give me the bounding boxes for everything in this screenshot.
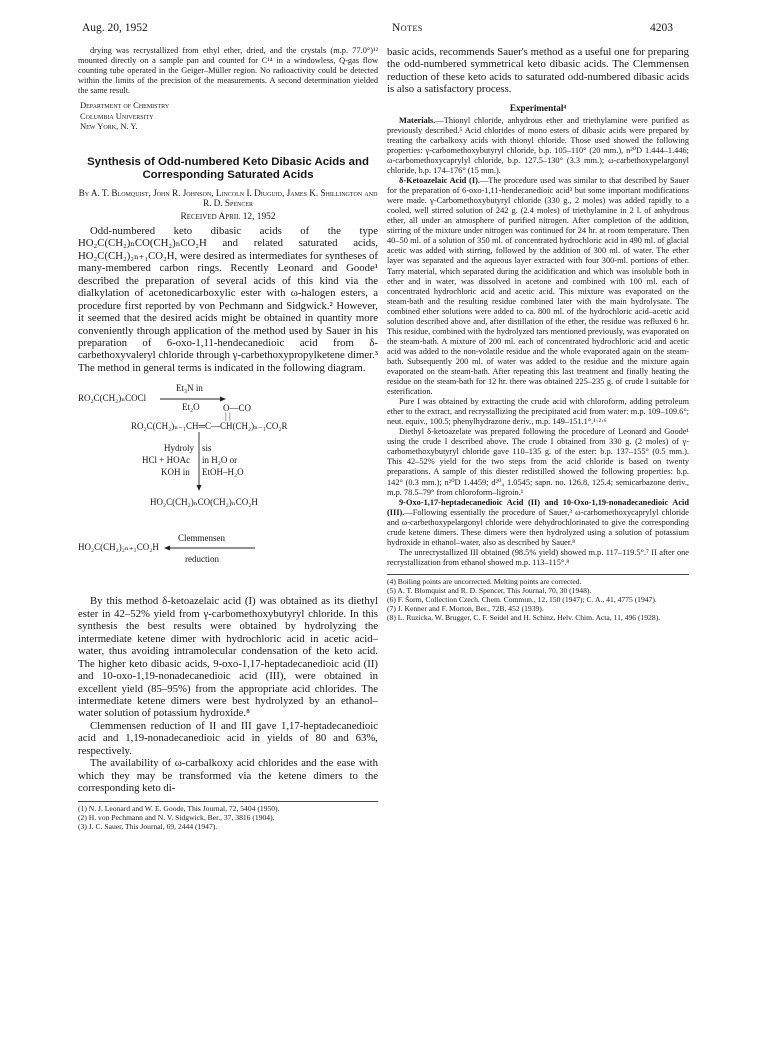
section-heading: Experimental⁴ [509,102,567,113]
received-date: Received April 12, 1952 [180,211,276,222]
hydrolysis-label: KOH in [161,467,190,478]
ring-bonds: | | [225,411,231,422]
reagent-label: Et₂O [182,402,200,413]
reaction-diagram [78,377,378,590]
body-paragraph [387,116,689,176]
paragraph-text: —Following essentially the procedure of Sauer,³ ω-carbomethoxycaprylyl chloride and ω-carbethoxypelargonyl chloride were dehydrochlorinated to give the corresponding crude ketene dimers. These dimers were then hydrolyzed using a solution of potassium hydroxide in ethanol–water, also as described by Sauer.⁸ [387,507,689,547]
hydrolysis-label: HCl + HOAc [142,455,191,466]
paragraph-text: —Thionyl chloride, anhydrous ether and triethylamine were purified as previously described.⁵ Acid chlorides of mono esters of dibasic acids were prepared by treating the carbalkoxy acids with thionyl chloride. Those used showed the following properties: γ-carbomethoxybutyryl chloride, b.p. 105–110° (20 mm.), n²⁰D 1.444–1.446; ω-carbomethoxycaprylyl chloride, b.p. 127.5–130° (3.3 mm.); ω-carbethoxypelargonyl chloride, b.p. 174–176° (15 mm.). [387,115,689,176]
body-paragraph: The availability of ω-carbalkoxy acid chlorides and the ease with which they may be transformed via the ketene dimers to the corresponding keto di- [78,757,378,795]
body-paragraph [387,498,689,548]
run-in-heading: Materials. [399,115,436,125]
arrowhead [220,397,226,402]
reagent-label: Et₃N in [176,383,203,394]
article-title: Synthesis of Odd-numbered Keto Dibasic Acids and Corresponding Saturated Acids [87,155,369,182]
article-authors: By A. T. Blomquist, John R. Johnson, Lincoln I. Diuguid, James K. Shillington and R. D. Spencer [78,187,378,209]
run-in-heading: δ-Ketoazelaic Acid (I). [399,176,480,186]
ring-label: O—CO [223,403,252,414]
keto-acid-formula: HO₂C(CH₂)ₙCO(CH₂)ₙCO₂H [150,497,258,508]
footnote: (7) J. Kenner and F. Morton, Ber., 72B, 452 (1939). [387,604,544,614]
footnote-divider [387,574,689,575]
affiliation [80,100,378,132]
footnote: (1) N. J. Leonard and W. E. Goode, This Journal, 72, 5404 (1950). [78,803,280,813]
footnote: (6) F. Šorm, Collection Czech. Chem. Commun., 12, 150 (1947); C. A., 41, 4775 (1947). [387,595,657,605]
arrowhead [197,485,202,491]
body-paragraph [387,176,689,397]
hydrolysis-label: Hydroly [164,443,194,454]
left-column [78,46,378,831]
hydrolysis-label: in H₂O or [202,455,238,466]
reagent-label: Clemmensen [178,533,225,544]
body-paragraph: The unrecrystallized III obtained (98.5% yield) showed m.p. 117–119.5°.⁷ II after one recrystallization from ethanol showed m.p. 113–115°.⁸ [387,547,689,567]
body-paragraph: basic acids, recommends Sauer's method as a useful one for preparing the odd-numbered symmetrical keto dibasic acids. The Clemmensen reduction of these keto acids to saturated odd-numbered dibasic acids is also a satisfactory process. [387,46,689,96]
footnote: (5) A. T. Blomquist and R. D. Spencer, This Journal, 70, 30 (1948). [387,585,592,595]
reactant-formula: RO₂C(CH₂)ₙCOCl [78,393,147,404]
body-paragraph: By this method δ-ketoazelaic acid (I) was obtained as its diethyl ester in 42–52% yield from γ-carbomethoxybutyryl chloride. In this synthesis the best results were obtained by hydrolyzing the intermediate ketene dimer with hydrochloric acid in acetic acid–water, thus avoiding intramolecular condensation of the keto acid. The higher keto dibasic acids, 9-oxo-1,17-heptadecanedioic acid (II) and 10-oxo-1,19-nonadecanedioic acid (III), were obtained in excellent yield (85–95%) from the appropriate acid chlorides. The intermediate ketene dimers were best hydrolyzed by an ethanol–water solution of potassium hydroxide.⁸ [78,595,378,720]
hydrolysis-label: EtOH–H₂O [202,467,244,478]
arrowhead [164,546,170,551]
hydrolysis-label: sis [202,443,212,454]
running-section: Notes [392,22,423,34]
paragraph-text: —The procedure used was similar to that described by Sauer for the preparation of 6-oxo-1,11-hendecanedioic acid³ but some important modifications were made. γ-Carbomethoxybutyryl chloride (330 g., 2 moles) was added rapidly to a cooled, well stirred solution of 242 g. (2.4 moles) of triethylamine in 2 l. of anhydrous ether, all under an atmosphere of purified nitrogen. After completion of the addition, stirring of the mixture under nitrogen was continued for 24 hr. at room temperature. Then 40–50 ml. of a solution of 350 ml. of concentrated hydrochloric acid in 490 ml. of glacial acetic was added with stirring, followed by the addition of 300 ml. of water. The ether layer was separated and the aqueous layer extracted with four 300-ml. portions of ether. Tarry material, which separated during the acidification and which was insoluble both in ether and in water, was dissolved in acetone and combined with 100 ml. each of concentrated hydrochloric acid and acetic acid. This mixture was evaporated on the steam-bath and the resulting residue combined later with the main hydrolysate. The combined ether solutions were added to ca. 800 ml. of the hydrochloric acid–acetic acid solution described above and, after distillation of the ether, the residue was refluxed 6 hr. This residue, combined with the hydrolyzed tars mentioned previously, was evaporated on the steam-bath. A mixture of 200 ml. each of concentrated hydrochloric acid and acetic acid was added to the non-volatile residue and the whole evaporated again on the steam-bath. Subsequently 200 ml. of water was added to the residue and the mixture again evaporated on the steam-bath. After repeating this last treatment and finally heating the residue on the steam-bath for 12 hr. there was obtained 225–235 g. of crude I suitable for esterification. [387,176,689,397]
carryover-paragraph: drying was recrystallized from ethyl ether, dried, and the crystals (m.p. 77.0°)¹² mounted directly on a sample pan and counted for C¹⁴ in a windowless, Q-gas flow counting tube operated in the Geiger–Müller region. No radioactivity could be detected within the limits of the precision of the measurements. A second determination yielded the same result. [78,46,378,96]
body-paragraph: Odd-numbered keto dibasic acids of the type HO₂C(CH₂)ₙCO(CH₂)ₙCO₂H and related saturated acids, HO₂C(CH₂)₂ₙ₊₁CO₂H, were desired as intermediates for syntheses of many-membered carbon rings. Recently Leonard and Goode¹ described the preparation of several acids of this kind via the dialkylation of acetonedicarboxylic ester with ω-halogen esters, a procedure first reported by von Pechmann and Sidgwick.² However, it seemed that the desired acids might be obtained in quantity more conveniently through application of the method used by Sauer in his preparation of 6-oxo-1,11-hendecanedioic acid from δ-carbethoxyvaleryl chloride through γ-carbethoxypropylketene dimer.³ The method in general terms is indicated in the following diagram. [78,224,378,374]
running-date: Aug. 20, 1952 [82,22,148,34]
footnote: (3) J. C. Sauer, This Journal, 69, 2444 (1947). [78,821,218,831]
footnote: (8) L. Ruzicka, W. Brugger, C. F. Seidel and H. Schinz, Helv. Chim. Acta, 11, 496 (1928). [387,613,661,623]
right-column [387,46,689,622]
product-formula: HO₂C(CH₂)₂ₙ₊₁CO₂H [78,542,159,553]
affiliation-line: Department of Chemistry [80,100,170,111]
footnote: (2) H. von Pechmann and N. V. Sidgwick, Ber., 37, 3816 (1904). [78,812,275,822]
page-number: 4203 [650,22,673,34]
reagent-label: reduction [185,554,219,565]
body-paragraph: Diethyl δ-ketoazelate was prepared following the procedure of Leonard and Goode¹ using the crude I described above. The crude I obtained from 330 g. (2 moles) of γ-carbomethoxybutyryl chloride gave 110–135 g. of the ester: b.p. 137–155° (0.5 mm.). This 42–52% yield for the two steps from the acid chloride is based on twenty preparations. A sample of this diester redistilled showed the following properties: b.p. 142° (0.3 mm.); n²⁰D 1.4459; d²⁰₄ 1.0545; sapn. no. 126.8, 125.4; semicarbazone deriv., m.p. 78.5–79° from chloroform–ligroin.¹ [387,427,689,497]
footnote-divider [78,801,378,802]
footnote: (4) Boiling points are uncorrected. Melting points are corrected. [387,576,582,586]
affiliation-line: New York, N. Y. [80,121,138,132]
body-paragraph: Pure I was obtained by extracting the crude acid with chloroform, adding petroleum ether to the extract, and recrystallizing the precipitated acid from water: m.p. 109–109.6°; neut. equiv., 100.5; phenylhydrazone deriv., m.p. 149–151.1°.¹·²·⁶ [387,397,689,427]
ketene-dimer-formula: RO₂C(CH₂)ₙ₋₁CH═C—CH(CH₂)ₙ₋₁CO₂R [131,421,288,432]
run-in-heading: 9-Oxo-1,17-heptadecanedioic Acid (II) and 10-Oxo-1,19-nonadecanedioic Acid (III). [387,497,689,517]
affiliation-line: Columbia University [80,110,154,121]
body-paragraph: Clemmensen reduction of II and III gave 1,17-heptadecanedioic acid and 1,19-nonadecanedioic acid in yields of 80 and 63%, respectively. [78,719,378,757]
